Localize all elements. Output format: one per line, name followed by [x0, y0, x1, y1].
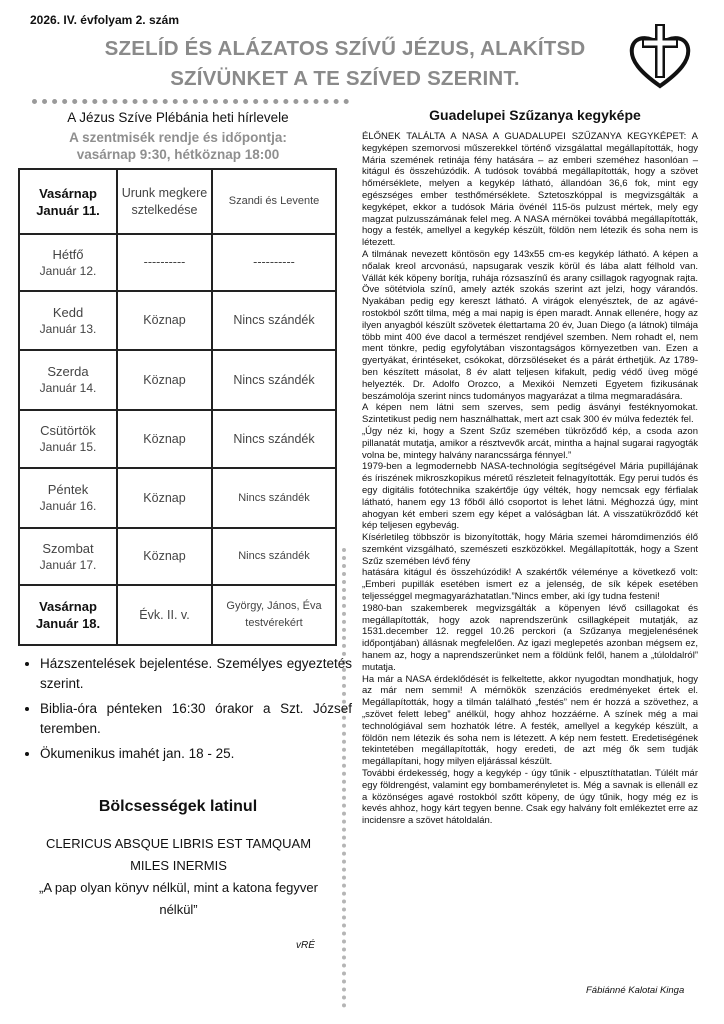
table-row — [19, 350, 336, 410]
article-paragraph: hatására kitágul és összehúzódik! A szakértők véleménye a következő volt: „Emberi pupillák esetében ismert ez a jelenség, de sík képek esetében teljességgel megmagyarázhatatlan.”Nincs ember, aki így tudna festeni! — [362, 567, 698, 603]
article-paragraph: További érdekesség, hogy a kegykép - úgy tűnik - elpusztíthatatlan. Túlélt már egy földrengést, valamint egy bombamerényletet is. Még a savnak is ellenáll ez a közönséges agavé rostokból szőtt köpeny, de úgy tűnik, hogy még ez is kevés ahhoz, hogy kárt tegyen benne. Csak egy halvány folt emlékeztet erre az incidensre a szövet hátoldalán. — [362, 768, 698, 827]
mass-cell: Évk. II. v. — [117, 585, 212, 645]
day-name: Szombat — [42, 540, 94, 556]
day-cell — [19, 291, 117, 350]
table-row — [19, 468, 336, 528]
day-date: Január 17. — [39, 557, 97, 572]
issue-number: 2026. IV. évfolyam 2. szám — [30, 13, 179, 27]
day-cell — [19, 585, 117, 645]
intention-cell: György, János, Éva testvérekért — [212, 585, 336, 645]
day-date: Január 16. — [39, 499, 97, 513]
day-date: Január 11. — [36, 202, 100, 218]
day-name: Hétfő — [52, 246, 84, 262]
intention-cell: Nincs szándék — [212, 350, 336, 410]
day-name: Vasárnap — [39, 599, 97, 614]
latin-line-1: CLERICUS ABSQUE LIBRIS EST TAMQUAM — [45, 836, 312, 851]
day-cell — [19, 234, 117, 291]
day-name: Péntek — [47, 482, 89, 497]
column-divider — [342, 548, 346, 1008]
article-paragraph: A képen nem látni sem szerves, sem pedig ásványi festéknyomokat. Szintetikust pedig nem használhattak, mert azt csak 300 év múlva fedezték fel. — [362, 402, 698, 426]
mass-schedule-heading — [18, 129, 338, 163]
day-cell — [19, 528, 117, 585]
article-paragraph: A tilmának nevezett köntösön egy 143x55 cm-es kegykép látható. A képen a nőalak kreol arcvonású, napsugarak veszik körül és lába alatt félhold van. Vállát kék köpeny borítja, ruhája rózsaszínű és arany csillagok ragyognak rajta. Öve sötétviola színű, amely azték szokás szerint azt jelzi, hogy várandós. Nyakában pedig egy kereszt látható. A virágok elenyésztek, de az agávé-rostokból szőtt tilma, még a mai napig is épen maradt. Annak ellenére, hogy az ilyen anyagból készült szövetek élettartama 20 év, Juan Diego (a látnok) tilmája több mint 400 éve dacol a természet rendjével szemben. Nem rohadt el, nem ment tönkre, pedig egyfolytában viszontagságos környezetben van. Ezen a gyertyákat, érintéseket, csókokat, dörzsöléseket és a párát érthetjük. Az 1789-ben készített másolat, 8 év alatt teljesen kifakult, pedig védő üveg mögé helyezték. Dr. Adolfo Orozco, a Mexikói Nemzeti Egyetem fizikusának beszámolója szerint nincs tudományos magyarázat a tilma megmaradására. — [362, 248, 698, 402]
intention-cell: Szandi és Levente — [212, 169, 336, 234]
announcements-list — [22, 654, 352, 770]
wisdom-signature: vRÉ — [296, 940, 315, 951]
article-paragraph: Ha már a NASA érdeklődését is felkeltette, akkor nyugodtan mondhatjuk, hogy az már nem semmi! A mérnökök szenzációs eredményeket értek el. Megállapították, hogy a tilmán található „festés” nem ér hozzá a szövethez, a „szövet felett lebeg” anélkül, hogy ahhoz hozzáérne. A színek még a mai technológiával sem hozhatók létre. A festék, amellyel a kegykép készült, a földön nem létezik és soha nem is létezett. A kép nem festett. Eredetiségének tekintetében megállapították, hogy eredeti, de azt még ők sem tudják megállapítani, hogy milyen eljárással készült. — [362, 673, 698, 768]
day-name: Szerda — [47, 364, 89, 379]
mass-cell: Urunk megkeresztelkedése — [117, 169, 212, 234]
day-name: Vasárnap — [39, 185, 97, 201]
article-signature: Fábiánné Kalotai Kinga — [586, 985, 685, 996]
mass-cell: ---------- — [117, 234, 212, 291]
latin-line-2: MILES INERMIS — [130, 858, 227, 873]
table-row — [19, 410, 336, 468]
table-row — [19, 585, 336, 645]
mass-heading: A szentmisék rendje és időpontja: — [69, 130, 287, 145]
day-date: Január 14. — [39, 381, 97, 395]
sacred-heart-cross-icon — [626, 22, 694, 92]
day-date: Január 18. — [35, 616, 101, 631]
mass-cell: Köznap — [117, 410, 212, 468]
day-date: Január 12. — [39, 263, 97, 278]
day-date: Január 13. — [39, 321, 97, 336]
article-paragraph: 1979-ben a legmodernebb NASA-technológia segítségével Mária pupillájának és íriszének mikroszkopikus méretű részleteit felnagyították. Egy perui tudós és egy digitális fotótechnika szakértője úgy vélték, hogy nemcsak egy férfialak látható, hanem egy 13 főből álló csoportot is lehet látni. Méghozzá úgy, mint ahogyan két emberi szem egy képet a valóságban lát. A visszatükröződő két kép teljesen egybevág. — [362, 461, 698, 532]
day-cell — [19, 410, 117, 468]
headline-line-1: SZELÍD ÉS ALÁZATOS SZÍVŰ JÉZUS, ALAKÍTSD — [104, 37, 586, 60]
latin-translation: „A pap olyan könyv nélkül, mint a katona fegyver nélkül” — [39, 880, 318, 917]
intention-cell: Nincs szándék — [212, 291, 336, 350]
mass-cell: Köznap — [117, 468, 212, 528]
headline-line-2: SZÍVÜNKET A TE SZÍVED SZERINT. — [170, 67, 520, 90]
article-title: Guadelupei Szűzanya kegyképe — [429, 107, 641, 123]
day-cell — [19, 468, 117, 528]
page-headline — [95, 34, 595, 94]
newsletter-title: A Jézus Szíve Plébánia heti hírlevele — [67, 110, 289, 125]
article-paragraph: „Úgy néz ki, hogy a Szent Szűz szemében tükröződő kép, a csoda azon pillanatát mutatja, amikor a résztvevők arcát, mintha a hajnal sugarai ragyogták volna be, mintegy halvány narancssárga fénnyel.” — [362, 425, 698, 461]
article-paragraph: ÉLŐNEK TALÁLTA A NASA A GUADALUPEI SZŰZANYA KEGYKÉPET: A kegyképen szemorvosi műszerekkel történő vizsgálattal megállapították, hogy Mária szemének retinája fény hatására – az emberi szeméhez hasonlóan – kitágul és összehúzódik. A tudósok továbbá megállapították, hogy a szövet hőmérséklete, melyen a kegykép látható, állandóan 36,6 fok, mint egy egészséges ember testhőmérséklete. Sztetoszkóppal is megvizsgálták a kegyképet, ekkor a tudósok Mária övénél 115-ös pulzust mértek, mely egy magzat pulzusszámának felel meg. A NASA mérnökei továbbá megállapították, hogy a festék, amellyel a kegykép készült, földön nem létezik és soha nem is létezett. — [362, 131, 698, 249]
article-paragraph: 1980-ban szakemberek megvizsgálták a köpenyen lévő csillagokat és megállapították, hogy azok naprendszerünk csillagképeit mutatják, az 1531.december 12. reggel 10.26 perckori (a Szűzanya megjelenésének időpontjában) állásnak megfelelően. Az igazi meglepetés azonban mégsem ez, hanem az, hogy a naprendszerünket nem a földünk felől, hanem a „túloldalról” mutatja. — [362, 602, 698, 673]
table-row — [19, 234, 336, 291]
intention-cell: Nincs szándék — [212, 528, 336, 585]
list-item: • Házszentelések bejelentése. Személyes egyeztetés szerint. — [40, 654, 352, 693]
day-cell — [19, 169, 117, 234]
day-name: Kedd — [52, 304, 84, 320]
table-row — [19, 291, 336, 350]
latin-quote — [26, 833, 331, 921]
list-item: • Ökumenikus imahét jan. 18 - 25. — [40, 744, 352, 764]
intention-cell: Nincs szándék — [212, 468, 336, 528]
intention-cell: Nincs szándék — [212, 410, 336, 468]
day-date: Január 15. — [39, 440, 97, 454]
intention-cell: ---------- — [212, 234, 336, 291]
article-body — [362, 131, 698, 827]
list-item: • Biblia-óra pénteken 16:30 órakor a Szt. József teremben. — [40, 699, 352, 738]
table-row — [19, 169, 336, 234]
day-name: Csütörtök — [40, 423, 96, 438]
day-cell — [19, 350, 117, 410]
mass-cell: Köznap — [117, 291, 212, 350]
article-paragraph: Kísérletileg többször is bizonyították, hogy Mária szemei háromdimenziós élő szemként vizsgálható, szemészeti eszközökkel. Megállapították, hogy a Szent Szűz szemében lévő fény — [362, 532, 698, 567]
mass-cell: Köznap — [117, 528, 212, 585]
mass-times: vasárnap 9:30, hétköznap 18:00 — [76, 147, 280, 162]
table-row — [19, 528, 336, 585]
section-divider — [32, 99, 349, 104]
wisdom-title: Bölcsességek latinul — [98, 798, 258, 815]
mass-cell: Köznap — [117, 350, 212, 410]
mass-schedule-table — [18, 168, 337, 646]
